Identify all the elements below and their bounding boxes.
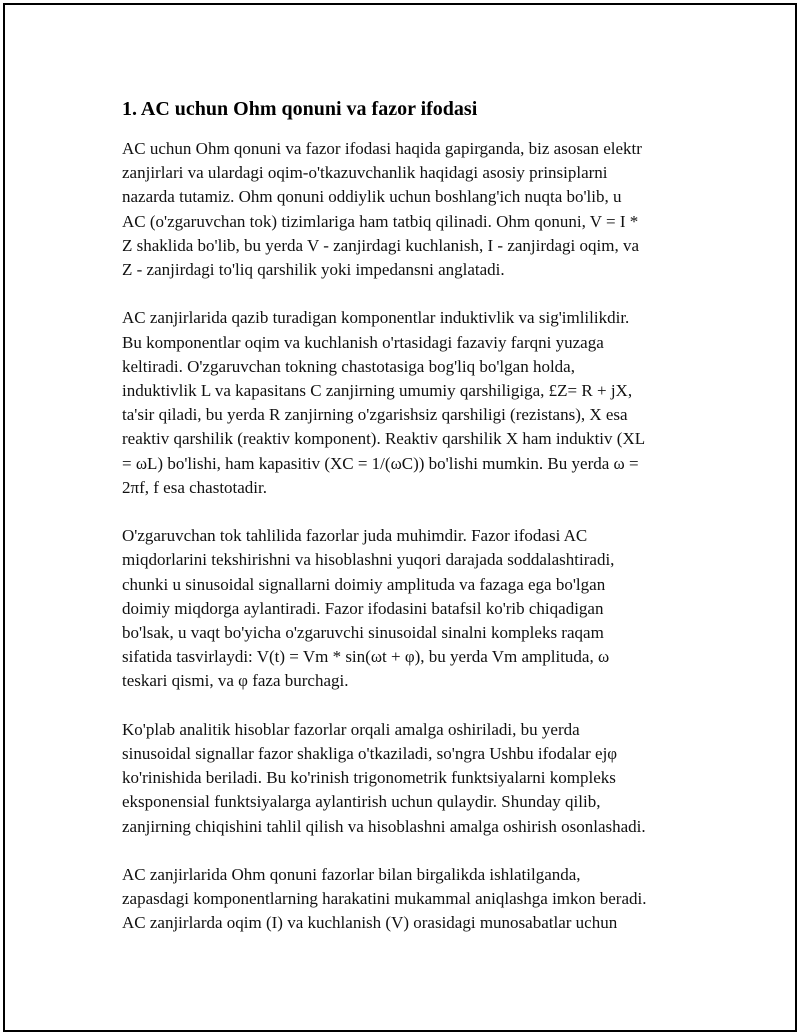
paragraph-phasor-calculations <box>122 718 692 839</box>
text-line: Ko'plab analitik hisoblar fazorlar orqali amalga oshiriladi, bu yerda <box>122 719 580 739</box>
text-line: AC (o'zgaruvchan tok) tizimlariga ham tatbiq qilinadi. Ohm qonuni, V = I * <box>122 211 639 231</box>
document-body <box>122 95 692 960</box>
text-line: zapasdagi komponentlarning harakatini mukammal aniqlashga imkon beradi. <box>122 889 647 909</box>
page-title: 1. AC uchun Ohm qonuni va fazor ifodasi <box>122 98 478 120</box>
paragraph-ohm-phasor-combined <box>122 863 692 936</box>
text-line: O'zgaruvchan tok tahlilida fazorlar juda muhimdir. Fazor ifodasi AC <box>122 526 588 546</box>
page-border <box>3 3 797 1032</box>
text-line: AC zanjirlarida Ohm qonuni fazorlar bilan birgalikda ishlatilganda, <box>122 865 581 885</box>
paragraph-phasor-importance <box>122 524 692 693</box>
paragraph-ohm-law-intro <box>122 137 692 282</box>
text-line: zanjirning chiqishini tahlil qilish va hisoblashni amalga oshirish osonlashadi. <box>122 816 646 836</box>
paragraph-reactive-components <box>122 306 692 500</box>
text-line: teskari qismi, va φ faza burchagi. <box>122 671 349 691</box>
text-line: AC uchun Ohm qonuni va fazor ifodasi haqida gapirganda, biz asosan elektr <box>122 139 642 158</box>
text-line: = ωL) bo'lishi, ham kapasitiv (XC = 1/(ωC)) bo'lishi mumkin. Bu yerda ω = <box>122 453 639 473</box>
text-line: nazarda tutamiz. Ohm qonuni oddiylik uchun boshlang'ich nuqta bo'lib, u <box>122 187 622 207</box>
text-line: AC zanjirlarda oqim (I) va kuchlanish (V) orasidagi munosabatlar uchun <box>122 913 618 933</box>
text-line: Bu komponentlar oqim va kuchlanish o'rtasidagi fazaviy farqni yuzaga <box>122 332 604 352</box>
text-line: 2πf, f esa chastotadir. <box>122 477 268 497</box>
text-line: keltiradi. O'zgaruvchan tokning chastotasiga bog'liq bo'lgan holda, <box>122 356 575 376</box>
text-line: miqdorlarini tekshirishni va hisoblashni yuqori darajada soddalashtiradi, <box>122 550 615 570</box>
text-line: Z shaklida bo'lib, bu yerda V - zanjirdagi kuchlanish, I - zanjirdagi oqim, va <box>122 235 640 255</box>
text-line: bo'lsak, u vaqt bo'yicha o'zgaruvchi sinusoidal sinalni kompleks raqam <box>122 623 604 643</box>
text-line: chunki u sinusoidal signallarni doimiy amplituda va fazaga ega bo'lgan <box>122 574 606 594</box>
text-line: ta'sir qiladi, bu yerda R zanjirning o'zgarishsiz qarshiligi (rezistans), X esa <box>122 405 628 425</box>
text-line: induktivlik L va kapasitans C zanjirning umumiy qarshiligiga, £Z= R + jX, <box>122 381 633 401</box>
text-line: reaktiv qarshilik (reaktiv komponent). Reaktiv qarshilik X ham induktiv (XL <box>122 429 646 449</box>
text-line: sifatida tasvirlaydi: V(t) = Vm * sin(ωt + φ), bu yerda Vm amplituda, ω <box>122 647 610 667</box>
text-line: AC zanjirlarida qazib turadigan komponentlar induktivlik va sig'imlilikdir. <box>122 308 630 328</box>
text-line: eksponensial funktsiyalarga aylantirish uchun qulaydir. Shunday qilib, <box>122 792 601 812</box>
text-line: sinusoidal signallar fazor shakliga o'tkaziladi, so'ngra Ushbu ifodalar ejφ <box>122 744 618 764</box>
text-line: doimiy miqdorga aylantiradi. Fazor ifodasini batafsil ko'rib chiqadigan <box>122 598 604 618</box>
text-line: Z - zanjirdagi to'liq qarshilik yoki impedansni anglatadi. <box>122 260 505 280</box>
text-line: zanjirlari va ulardagi oqim-o'tkazuvchanlik haqidagi asosiy prinsiplarni <box>122 163 608 183</box>
text-line: ko'rinishida beriladi. Bu ko'rinish trigonometrik funktsiyalarni kompleks <box>122 768 616 788</box>
